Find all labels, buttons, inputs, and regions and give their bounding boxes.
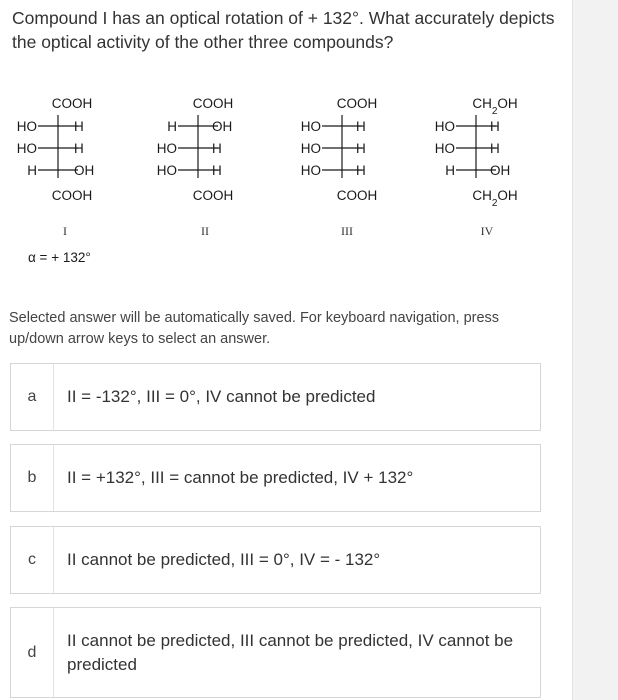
option-letter: c [11, 527, 54, 593]
option-text: II = +132°, III = cannot be predicted, IV + 132° [67, 468, 414, 487]
rotation-note: α = + 132° [28, 250, 91, 265]
option-text: II cannot be predicted, III = 0°, IV = - 132° [67, 550, 381, 569]
compound-2-top: COOH [192, 96, 234, 111]
fischer-compound-2 [157, 96, 234, 238]
compound-3-row-3-right: H [356, 163, 366, 178]
option-letter: b [11, 445, 54, 511]
option-letter: d [11, 608, 54, 697]
answer-option-b[interactable] [10, 444, 541, 512]
compound-3-label: III [341, 224, 353, 238]
compound-4-row-2-right: H [490, 141, 500, 156]
answer-option-a[interactable] [10, 363, 541, 431]
compound-1-row-3-right: OH [74, 163, 95, 178]
compound-4-top: $CH_2OH$ [472, 96, 518, 117]
fischer-projections-figure [0, 88, 570, 278]
compound-1-top: COOH [51, 96, 93, 111]
compound-1-row-2-right: H [74, 141, 84, 156]
answer-option-c[interactable] [10, 526, 541, 594]
instructions-text: Selected answer will be automatically saved. For keyboard navigation, press up/down arrow keys to select an answer. [9, 310, 500, 347]
option-letter: a [11, 364, 54, 430]
compound-4-row-1-right: H [490, 119, 500, 134]
compound-2-row-2-left: HO [156, 141, 177, 156]
compound-2-row-3-right: H [212, 163, 222, 178]
compound-3-row-1-right: H [356, 119, 366, 134]
option-text: II cannot be predicted, III cannot be predicted, IV cannot be predicted [67, 630, 514, 674]
compound-2-bottom: COOH [192, 188, 234, 203]
compound-4-row-2-left: HO [434, 141, 455, 156]
question-text: Compound I has an optical rotation of + 132°. What accurately depicts the optical activity of the other three compounds? [12, 8, 555, 52]
compound-3-row-3-left: HO [300, 163, 321, 178]
compound-2-row-1-left: H [167, 119, 177, 134]
compound-4-label: IV [480, 224, 494, 238]
compound-1-bottom: COOH [51, 188, 93, 203]
compound-1-label: I [63, 224, 67, 238]
compound-2-row-2-right: H [212, 141, 222, 156]
fischer-compound-3 [301, 96, 378, 238]
compound-3-top: COOH [336, 96, 378, 111]
fischer-projections-svg [0, 88, 570, 278]
compound-1-row-2-left: HO [16, 141, 37, 156]
compound-4-row-1-left: HO [434, 119, 455, 134]
option-text: II = -132°, III = 0°, IV cannot be predicted [67, 387, 376, 406]
compound-2-row-3-left: HO [156, 163, 177, 178]
compound-3-row-2-left: HO [300, 141, 321, 156]
fischer-compound-4 [435, 96, 518, 238]
compound-3-bottom: COOH [336, 188, 378, 203]
compound-4-bottom: $CH_2OH$ [472, 188, 518, 209]
compound-2-label: II [201, 224, 209, 238]
compound-1-row-1-left: HO [16, 119, 37, 134]
compound-1-row-1-right: H [74, 119, 84, 134]
compound-3-row-2-right: H [356, 141, 366, 156]
right-scroll-gutter [572, 0, 618, 700]
compound-2-row-1-right: OH [212, 119, 233, 134]
answer-option-d[interactable] [10, 607, 541, 698]
compound-4-row-3-right: OH [490, 163, 511, 178]
compound-4-row-3-left: H [445, 163, 455, 178]
compound-1-row-3-left: H [27, 163, 37, 178]
fischer-compound-1 [17, 96, 95, 238]
compound-3-row-1-left: HO [300, 119, 321, 134]
